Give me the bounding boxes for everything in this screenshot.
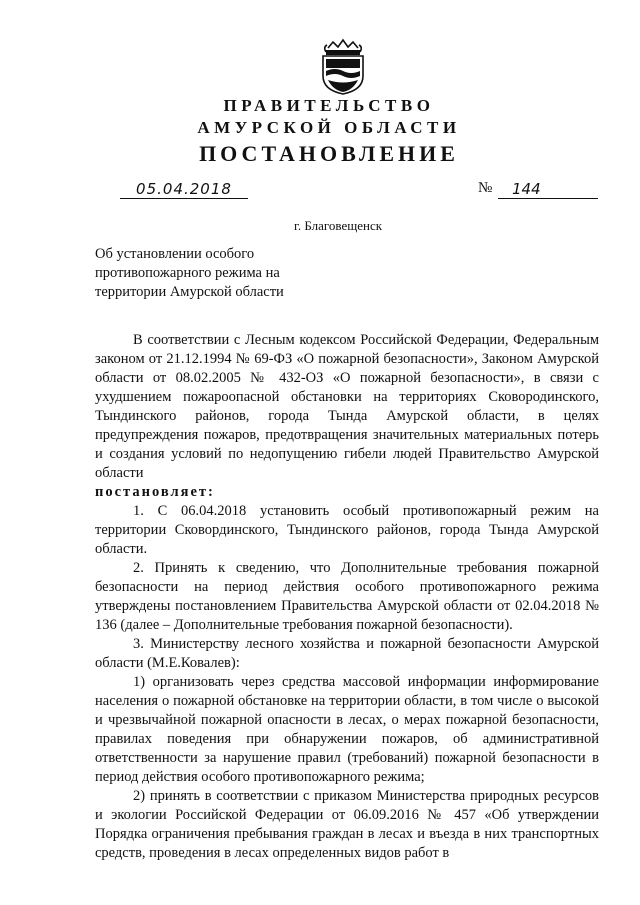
government-title: ПРАВИТЕЛЬСТВО bbox=[223, 96, 435, 115]
clause-2: 2. Принять к сведению, что Дополнительные требования пожарной безопасности на период действия особого противопожарного режима утверждены постановлением Правительства Амурской области от 02.04.2018 № 136 (далее – Дополнительные требования пожарной безопасности). bbox=[95, 560, 599, 633]
clause-1: 1. С 06.04.2018 установить особый противопожарный режим на территории Сковординского, Тындинского районов, города Тында Амурской области. bbox=[95, 503, 599, 557]
subject-line: противопожарного режима на bbox=[95, 265, 280, 281]
preamble-paragraph: В соответствии с Лесным кодексом Российской Федерации, Федеральным законом от 21.12.1994 № 69-ФЗ «О пожарной безопасности», Законом Амурской области от 08.02.2005 № 432-ОЗ «О пожарной безопасности», в связи с ухудшением пожароопасной обстановки на территориях Сковородинского, Тындинского районов, города Тында Амурской области, в целях предупреждения пожаров, предотвращения значительных материальных потерь и создания условий по недопущению гибели людей Правительство Амурской области bbox=[95, 332, 599, 481]
clause-3: 3. Министерству лесного хозяйства и пожарной безопасности Амурской области (М.Е.Ковалев): bbox=[95, 636, 599, 671]
number-label: № bbox=[478, 180, 493, 196]
document-number: 144 bbox=[498, 180, 598, 199]
clause-3-item-2: 2) принять в соответствии с приказом Министерства природных ресурсов и экологии Российской Федерации от 06.09.2016 № 457 «Об утверждении Порядка ограничения пребывания граждан в лесах и въезда в них транспортных средств, проведения в лесах определенных видов работ в bbox=[95, 788, 599, 861]
coat-of-arms-emblem bbox=[318, 38, 368, 96]
subject-line: территории Амурской области bbox=[95, 284, 284, 300]
city-line: г. Благовещенск bbox=[293, 218, 383, 233]
document-date: 05.04.2018 bbox=[120, 180, 248, 199]
subject-line: Об установлении особого bbox=[95, 246, 255, 262]
clause-3-item-1: 1) организовать через средства массовой информации информирование населения о пожарной обстановке на территории области, в том числе о высокой и чрезвычайной пожарной опасности в лесах, о мерах пожарной безопасности, правилах поведения при обнаружении пожаров, об административной ответственности за нарушение правил (требований) пожарной безопасности в период действия особого противопожарного режима; bbox=[95, 674, 599, 785]
document-body bbox=[95, 331, 599, 863]
document-subject bbox=[95, 245, 284, 302]
region-title: АМУРСКОЙ ОБЛАСТИ bbox=[197, 118, 461, 137]
resolves-heading: постановляет: bbox=[95, 484, 215, 500]
document-type-title: ПОСТАНОВЛЕНИЕ bbox=[199, 141, 459, 166]
